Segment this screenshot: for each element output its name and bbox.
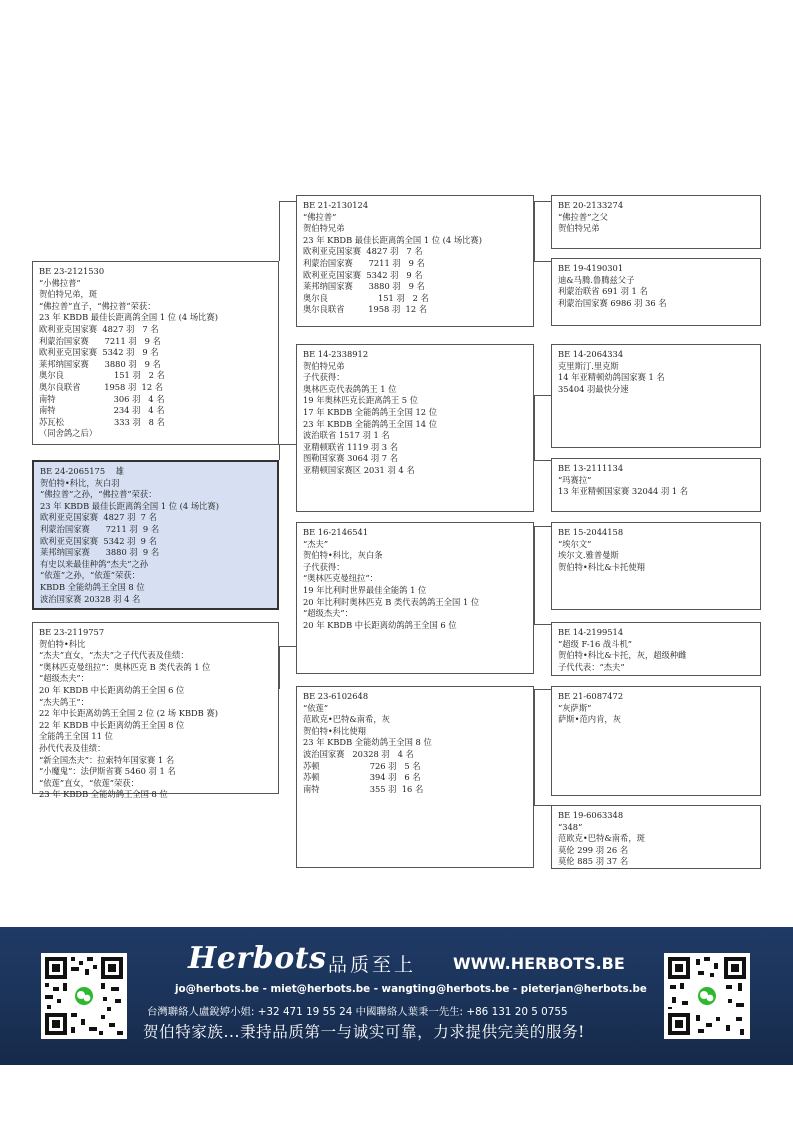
pedigree-line: 埃尔文.雅普曼斯 [558,550,619,561]
pedigree-line: 贺伯特•科比使翔 [303,725,366,736]
pedigree-line: 有史以来最佳种鸽“杰夫”之孙 [40,558,149,569]
pedigree-line: 萨斯•范内肯，灰 [558,714,621,725]
dam-card [32,622,279,800]
sds-card [551,344,761,448]
ring-number: BE 23-2119757 [39,627,105,637]
herbots-logo: Herbots [188,941,327,976]
family-motto: 贺伯特家族...秉持品质第一与诚实可靠，力求提供完美的服务! [143,1023,586,1041]
connector [279,646,296,647]
wechat-icon [664,953,750,1039]
pedigree-line: “小魔鬼”：法伊斯省赛 5460 羽 1 名 [39,766,176,777]
pedigree-line: 23 年 KBDB 全能幼鸽王全国 8 位 [39,789,168,800]
pedigree-line: 贺伯特•科比 [39,638,86,649]
footer-banner [0,927,793,1065]
pedigree-line: “佛拉普” [303,211,337,222]
pedigree-line: 范欧克•巴特&南希，灰 [303,714,390,725]
connector [534,201,551,202]
pedigree-line: 南特 306 羽 4 名 [39,393,165,404]
pedigree-line: “超级杰夫”： [303,608,353,619]
pedigree-line: 范欧克•巴特&南希，斑 [558,833,645,844]
pedigree-line: 14 年亚精顿幼鸽国家赛 1 名 [558,372,665,383]
pedigree-line: 欧利亚克国家赛 5342 羽 9 名 [303,269,423,280]
ring-number: BE 14-2199514 [558,627,624,637]
pedigree-line: 苏顿 726 羽 5 名 [303,760,421,771]
connector [534,689,551,690]
dam-sire-card [296,522,534,674]
connector [534,689,535,805]
pedigree-line: 奥尔良 151 羽 2 名 [303,292,429,303]
pedigree-line: 贺伯特•科比&卡托使翔 [558,561,645,572]
ring-number: BE 16-2146541 [303,527,369,537]
pedigree-line: 利蒙治联省 691 羽 1 名 [558,286,648,297]
sss-card [551,195,761,249]
pedigree-line: 图勒国家赛 3064 羽 7 名 [303,453,399,464]
subject-card [32,460,279,610]
pedigree-line: “超级杰夫”： [39,673,89,684]
pedigree-line: “348” [558,821,583,832]
pedigree-line: 奥尔良联省 1958 羽 12 名 [39,381,164,392]
pedigree-line: 23 年 KBDB 全能鸽鸽王全国 14 位 [303,418,438,429]
pedigree-line: （同舍鸽之后） [39,428,98,439]
contact-emails[interactable]: jo@herbots.be - miet@herbots.be - wangting@herbots.be - pieterjan@herbots.be [175,983,647,995]
pedigree-line: 贺伯特•科比&卡托，灰，超级种雌 [558,650,687,661]
ring-number: BE 19-6063348 [558,810,624,820]
pedigree-line: 17 年 KBDB 全能鸽鸽王全国 12 位 [303,406,438,417]
brand-header [188,941,625,977]
pedigree-line: “灰萨斯” [558,702,592,713]
dds-card [551,686,761,796]
pedigree-line: 贺伯特兄弟 [303,223,345,234]
ring-number: BE 15-2044158 [558,527,624,537]
pedigree-line: 欧利亚克国家赛 5342 羽 9 名 [39,347,159,358]
pedigree-line: 欧利亚克国家赛 4827 羽 7 名 [40,512,157,523]
pedigree-line: 奥尔良联省 1958 羽 12 名 [303,304,428,315]
pedigree-line: 欧利亚克国家赛 4827 羽 7 名 [303,246,423,257]
connector [279,646,280,689]
pedigree-line: 波治国家赛 20328 羽 4 名 [303,748,414,759]
ring-number: BE 14-2064334 [558,349,624,359]
pedigree-line: KBDB 全能幼鸽王全国 8 位 [40,581,145,592]
ssd-card [551,258,761,326]
contact-phones: 台灣聯絡人盧銳婷小姐: +32 471 19 55 24 中國聯絡人葉秉一先生: +86 131 20 5 0755 [147,1006,568,1018]
pedigree-line: 20 年比利时奥林匹克 B 类代表鸽鸽王全国 1 位 [303,596,480,607]
pedigree-line: “佛拉普”直子，“佛拉普”荣获： [39,300,156,311]
pedigree-line: “杰夫”直女，“杰夫”之子代代表及佳绩： [39,650,189,661]
sire-dam-card [296,344,534,512]
pedigree-line: 苏瓦松 333 羽 8 名 [39,416,165,427]
pedigree-line: “佛拉普”之父 [558,211,608,222]
pedigree-line: 子代获得： [303,561,345,572]
pedigree-line: 亚精顿国家赛区 2031 羽 4 名 [303,464,415,475]
pedigree-line: “玛赛拉” [558,474,592,485]
website-link[interactable]: WWW.HERBOTS.BE [453,954,625,973]
pedigree-line: 子代代表：“杰夫” [558,661,625,672]
pedigree-line: 全能鸽王全国 11 位 [39,731,113,742]
ring-number: BE 23-6102648 [303,691,369,701]
pedigree-line: 莫伦 299 羽 26 名 [558,844,629,855]
pedigree-line: 莱邦纳国家赛 3880 羽 9 名 [39,358,161,369]
ring-number: BE 20-2133274 [558,200,624,210]
pedigree-line: 贺伯特•科比，灰白条 [303,550,383,561]
connector [279,444,296,445]
connector [279,201,296,202]
pedigree-line: 贺伯特兄弟 [558,223,600,234]
pedigree-line: “小佛拉普” [39,277,81,288]
pedigree-line: “依莲” [303,702,329,713]
pedigree-line: 波治国家赛 20328 羽 4 名 [40,593,141,604]
pedigree-line: 莱邦纳国家赛 3880 羽 9 名 [303,281,425,292]
pedigree-line: 23 年 KBDB 最佳长距离鸽全国 1 位 (4 场比赛) [39,312,218,323]
pedigree-line: 23 年 KBDB 最佳长距离鸽全国 1 位 (4 场比赛) [40,500,219,511]
ring-number: BE 23-2121530 [39,266,105,276]
pedigree-line: “奥林匹克曼纽拉”： [303,573,378,584]
pedigree-line: “埃尔文” [558,538,592,549]
pedigree-line: 23 年 KBDB 全能幼鸽王全国 8 位 [303,737,432,748]
pedigree-line: 奥尔良 151 羽 2 名 [39,370,165,381]
pedigree-line: 贺伯特兄弟，斑 [39,289,98,300]
connector [534,261,551,262]
connector [534,805,551,806]
ring-number: BE 21-2130124 [303,200,369,210]
dss-card [551,522,761,610]
pedigree-line: 19 年奥林匹克长距离鸽王 5 位 [303,395,419,406]
connector [534,201,535,261]
pedigree-line: 22 年 KBDB 中长距离幼鸽王全国 8 位 [39,719,185,730]
ddd-card [551,805,761,869]
connector [534,460,551,461]
pedigree-line: 13 年亚精顿国家赛 32044 羽 1 名 [558,486,689,497]
dam-dam-card [296,686,534,868]
connector [279,444,280,460]
pedigree-line: 利蒙治国家赛 7211 羽 9 名 [39,335,161,346]
pedigree-line: 35404 羽最快分速 [558,383,629,394]
pedigree-line: “佛拉普”之孙，“佛拉普”荣获： [40,489,157,500]
pedigree-line: 克里斯汀.里克斯 [558,360,619,371]
qr-code-icon [41,953,127,1039]
dsd-card [551,622,761,676]
connector [534,395,535,460]
pedigree-line: 子代获得： [303,372,345,383]
pedigree-line: 南特 355 羽 16 名 [303,783,424,794]
pedigree-line: “杰夫” [303,538,329,549]
pedigree-line: 莱邦纳国家赛 3880 羽 9 名 [40,547,160,558]
sire-card [32,261,279,445]
pedigree-line: 利蒙治国家赛 7211 羽 9 名 [303,257,425,268]
sdd-card [551,458,761,512]
ring-number: BE 13-2111134 [558,463,624,473]
pedigree-line: 利蒙治国家赛 6986 羽 36 名 [558,297,667,308]
pedigree-line: “依莲”直女，“依莲”荣获： [39,777,139,788]
connector [534,395,551,396]
pedigree-line: 20 年 KBDB 中长距离幼鸽王全国 6 位 [39,684,185,695]
pedigree-line: 莫伦 885 羽 37 名 [558,856,629,867]
ring-number: BE 21-6087472 [558,691,624,701]
pedigree-line: 利蒙治国家赛 7211 羽 9 名 [40,523,160,534]
pedigree-line: “杰夫鸽王”： [39,696,89,707]
pedigree-line: 22 年中长距离幼鸽王全国 2 位 (2 场 KBDB 赛) [39,708,218,719]
pedigree-line: 贺伯特兄弟 [303,360,345,371]
connector [534,526,535,624]
pedigree-line: “新全国杰夫”：拉索特年国家赛 1 名 [39,754,175,765]
pedigree-line: 贺伯特•科比，灰白羽 [40,477,120,488]
pedigree-line: 23 年 KBDB 最佳长距离鸽全国 1 位 (4 场比赛) [303,234,482,245]
connector [534,624,551,625]
connector [534,526,551,527]
connector [279,201,280,261]
pedigree-line: “超级 F-16 战斗机” [558,638,632,649]
ring-number: BE 24-2065175 雄 [40,466,124,476]
pedigree-line: 欧利亚克国家赛 4827 羽 7 名 [39,323,159,334]
pedigree-line: 南特 234 羽 4 名 [39,405,165,416]
pedigree-line: 奥林匹克代表鸽鸽王 1 位 [303,383,397,394]
pedigree-line: 19 年比利时世界最佳全能鸽 1 位 [303,584,427,595]
pedigree-line: 苏顿 394 羽 6 名 [303,772,421,783]
pedigree-line: 亚精顿联省 1119 羽 3 名 [303,441,399,452]
brand-slogan: 品质至上 [328,954,417,976]
sire-sire-card [296,195,534,327]
pedigree-line: “奥林匹克曼纽拉”：奥林匹克 B 类代表鸽 1 位 [39,661,211,672]
pedigree-line: 孙代代表及佳绩： [39,742,106,753]
pedigree-line: “依莲”之孙，“依莲”荣获： [40,570,140,581]
pedigree-line: 迪&马腾.鲁腾兹父子 [558,274,635,285]
ring-number: BE 14-2338912 [303,349,369,359]
pedigree-line: 欧利亚克国家赛 5342 羽 9 名 [40,535,157,546]
pedigree-line: 波治联省 1517 羽 1 名 [303,430,390,441]
pedigree-line: 20 年 KBDB 中长距离幼鸽鸽王全国 6 位 [303,619,457,630]
ring-number: BE 19-4190301 [558,263,624,273]
